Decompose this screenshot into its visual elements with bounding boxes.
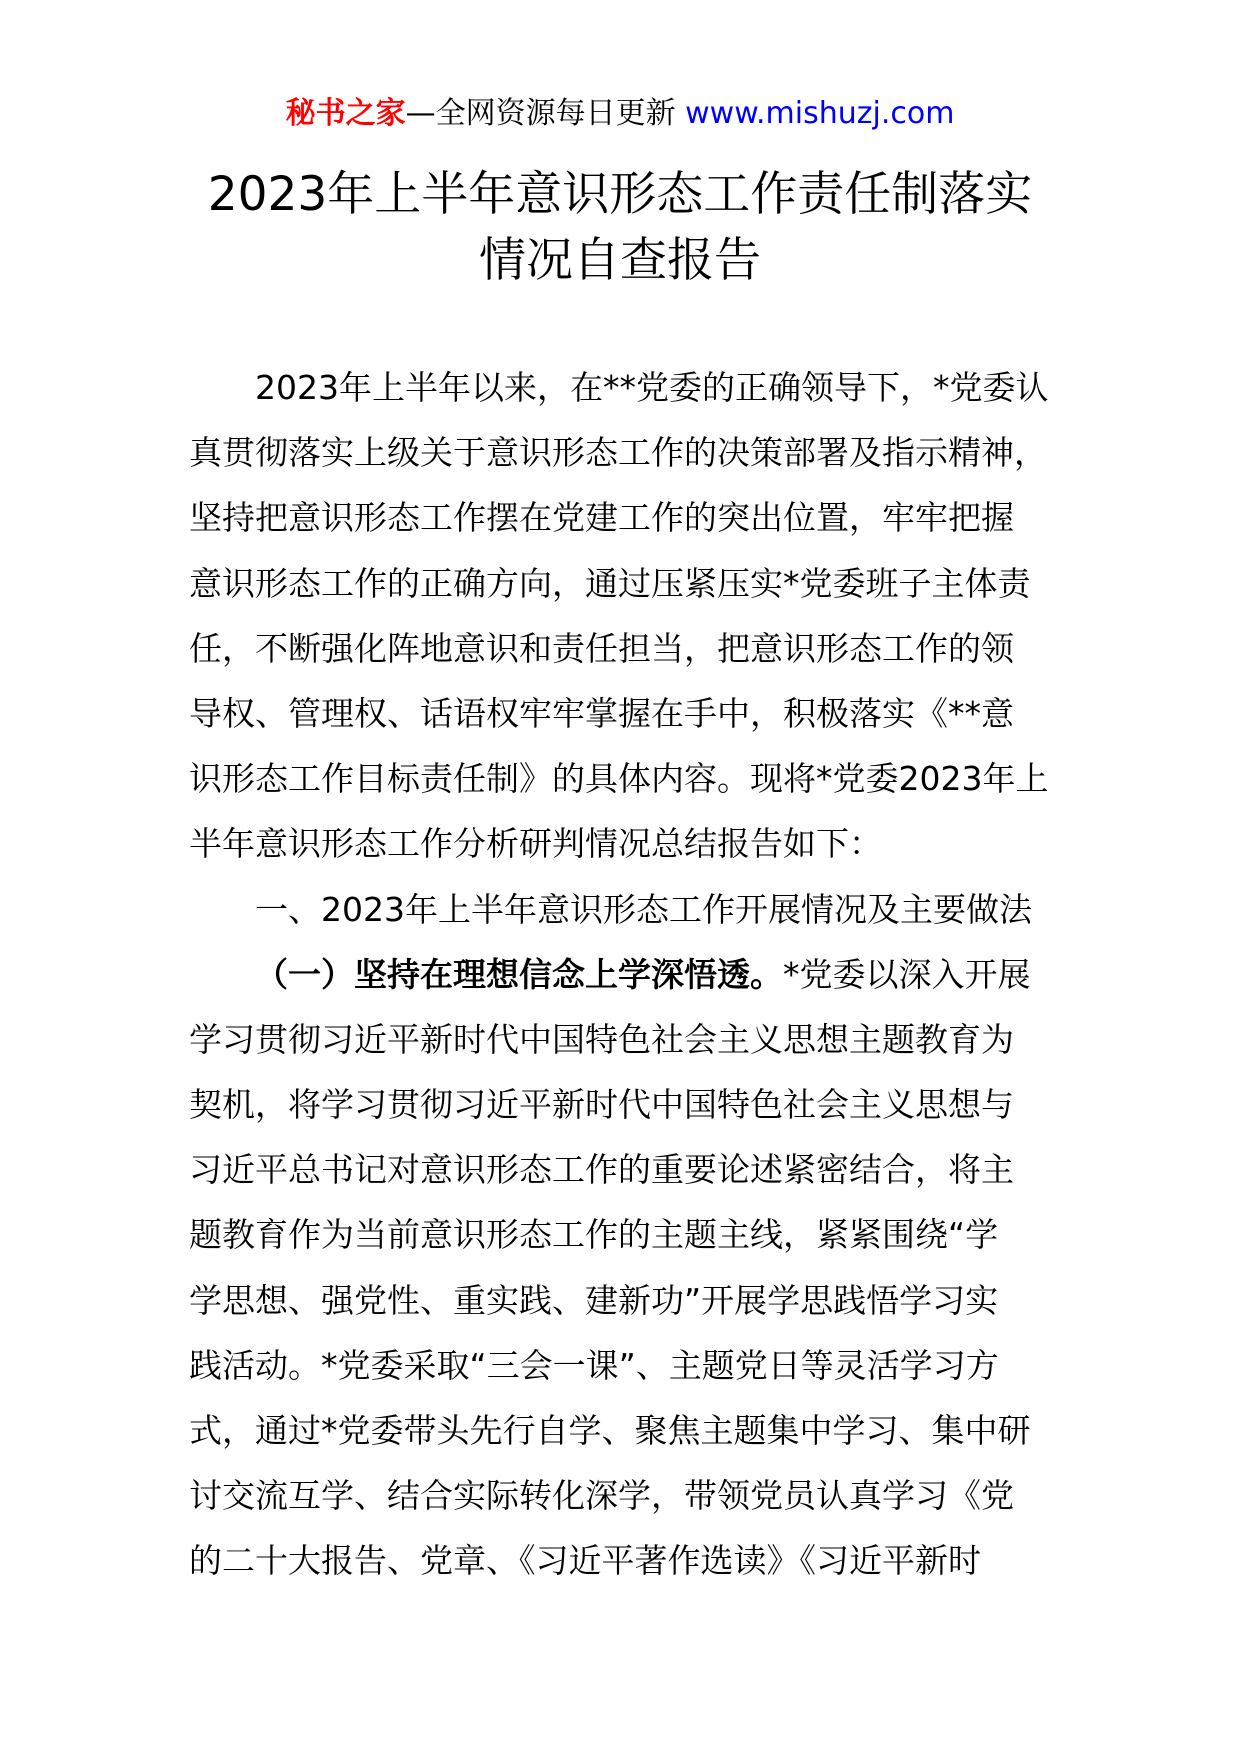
document-title-line-2: 情况自查报告 xyxy=(479,233,761,288)
body-line: 讨交流互学、结合实际转化深学，带领党员认真学习《党 xyxy=(189,1476,1014,1516)
body-line: 的二十大报告、党章、《习近平著作选读》《习近平新时 xyxy=(189,1541,981,1581)
body-line: 式，通过*党委带头先行自学、聚焦主题集中学习、集中研 xyxy=(189,1411,1031,1450)
body-line: 2023年上半年以来，在**党委的正确领导下，*党委认 xyxy=(255,368,1049,407)
site-slogan: —全网资源每日更新 xyxy=(405,96,686,131)
document-body xyxy=(189,355,1059,1594)
site-url: www.mishuzj.com xyxy=(685,96,955,131)
subheading-rest: *党委以深入开展 xyxy=(783,954,1031,994)
section-heading: 一、2023年上半年意识形态工作开展情况及主要做法 xyxy=(255,889,1032,929)
body-line: 识形态工作目标责任制》的具体内容。现将*党委2023年上 xyxy=(189,759,1049,799)
body-line: 真贯彻落实上级关于意识形态工作的决策部署及指示精神， xyxy=(189,433,1047,473)
body-line: 习近平总书记对意识形态工作的重要论述紧密结合，将主 xyxy=(189,1150,1014,1190)
body-line: 学习贯彻习近平新时代中国特色社会主义思想主题教育为 xyxy=(189,1019,1014,1059)
body-line: 任，不断强化阵地意识和责任担当，把意识形态工作的领 xyxy=(189,628,1014,668)
body-line: 践活动。*党委采取“三会一课”、主题党日等灵活学习方 xyxy=(189,1345,999,1385)
body-line: 意识形态工作的正确方向，通过压紧压实*党委班子主体责 xyxy=(189,563,1031,603)
site-watermark-header xyxy=(0,94,1240,134)
document-title xyxy=(0,162,1240,294)
site-brand-name: 秘书之家 xyxy=(285,96,406,131)
body-line: 坚持把意识形态工作摆在党建工作的突出位置，牢牢把握 xyxy=(189,498,1014,538)
body-line: 导权、管理权、话语权牢牢掌握在手中，积极落实《**意 xyxy=(189,693,1014,733)
subheading-line xyxy=(189,942,1059,1007)
body-line: 题教育作为当前意识形态工作的主题主线，紧紧围绕“学 xyxy=(189,1215,999,1255)
body-line: 契机，将学习贯彻习近平新时代中国特色社会主义思想与 xyxy=(189,1085,1014,1125)
body-line: 半年意识形态工作分析研判情况总结报告如下： xyxy=(189,824,882,864)
body-line: 学思想、强党性、重实践、建新功”开展学思践悟学习实 xyxy=(189,1280,999,1320)
document-title-line-1: 2023年上半年意识形态工作责任制落实 xyxy=(207,167,1033,222)
subheading-bold: （一）坚持在理想信念上学深悟透。 xyxy=(255,954,783,994)
